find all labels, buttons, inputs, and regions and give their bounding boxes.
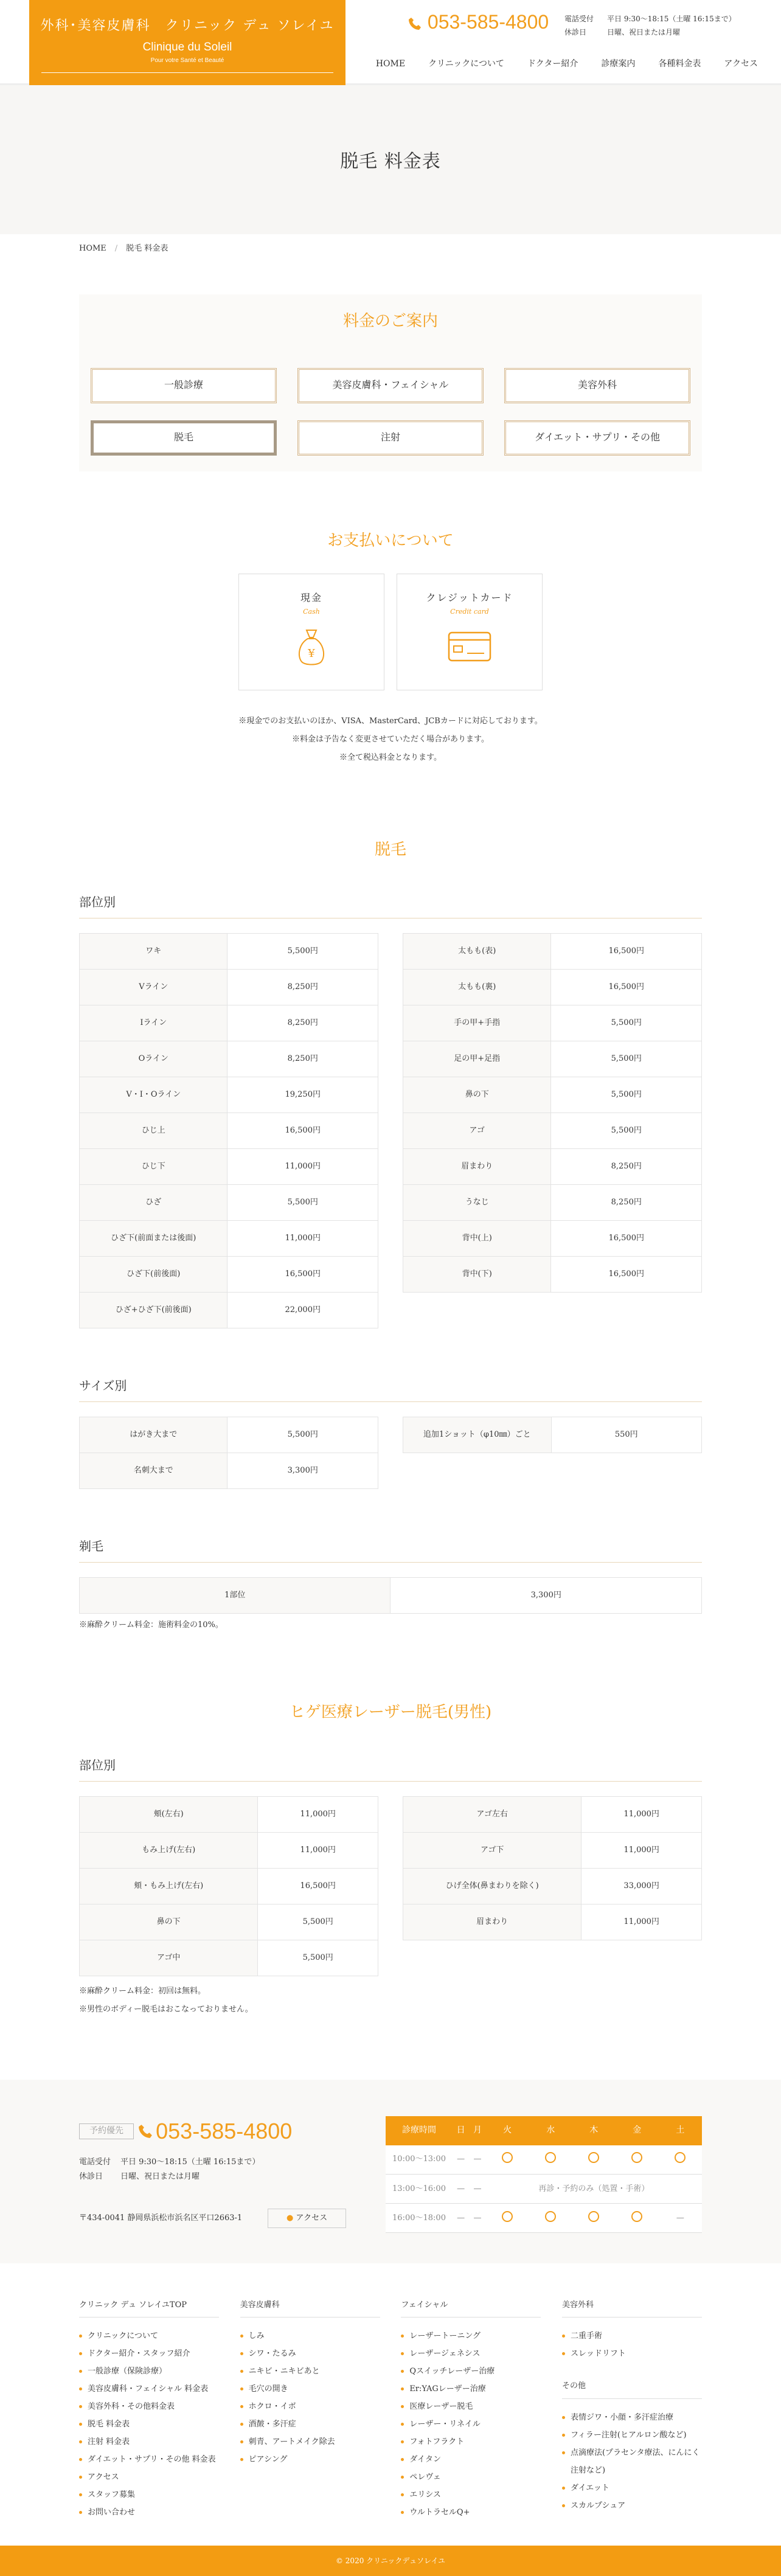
open-mark	[659, 2145, 702, 2175]
price-row	[403, 1796, 702, 1832]
price-item: ひざ+ひざ下(前後面)	[80, 1293, 227, 1328]
price-value: 16,500円	[258, 1868, 378, 1904]
schedule-cell: —	[659, 2204, 702, 2233]
page-hero	[0, 85, 781, 234]
phone-icon	[137, 2123, 153, 2139]
price-item: ひげ全体(鼻まわりを除く)	[403, 1868, 581, 1904]
footer-closed-label: 休診日	[79, 2172, 103, 2182]
sitemap-link[interactable]: レーザートーニング	[401, 2327, 541, 2345]
schedule-cell: —	[453, 2204, 469, 2233]
price-row	[80, 1904, 378, 1940]
btn-injection[interactable]: 注射	[297, 420, 484, 456]
sitemap-link[interactable]: ダイエット	[562, 2479, 702, 2497]
sitemap-link[interactable]: ダイタン	[401, 2451, 541, 2468]
price-row	[80, 1578, 702, 1614]
payment-note: ※料金は予告なく変更させていただく場合があります。	[292, 734, 489, 744]
card-en: Credit card	[450, 608, 489, 616]
price-value: 16,500円	[227, 1257, 378, 1293]
sitemap-link[interactable]: ペレヴェ	[401, 2468, 541, 2486]
sitemap-link[interactable]: ドクター紹介・スタッフ紹介	[79, 2345, 219, 2362]
price-item: 1部位	[80, 1578, 390, 1614]
price-item: ひじ下	[80, 1149, 227, 1185]
schedule-head: 診療時間	[386, 2116, 453, 2145]
sitemap-link[interactable]: クリニックについて	[79, 2327, 219, 2345]
price-item: 追加1ショット（φ10㎜）ごと	[403, 1417, 552, 1453]
sitemap-heading[interactable]: クリニック デュ ソレイユTOP	[79, 2300, 219, 2317]
price-row	[80, 1940, 378, 1976]
circle-icon	[588, 2152, 599, 2163]
sitemap-link[interactable]: ニキビ・ニキビあと	[240, 2362, 380, 2380]
parts-table-left	[79, 933, 378, 1328]
price-item: 名刺大まで	[80, 1453, 227, 1489]
price-row	[403, 934, 702, 970]
price-row	[80, 1417, 378, 1453]
price-row	[80, 1185, 378, 1221]
datsumo-parts-heading: 部位別	[79, 894, 702, 918]
svg-text:¥: ¥	[308, 647, 315, 660]
schedule-cell: —	[469, 2204, 485, 2233]
footer-sitemap	[0, 2263, 781, 2546]
schedule-head: 火	[486, 2116, 529, 2145]
price-item: 鼻の下	[403, 1077, 551, 1113]
price-row	[403, 1113, 702, 1149]
price-item: ひざ下(前面または後面)	[80, 1221, 227, 1257]
price-item: 頬(左右)	[80, 1796, 258, 1832]
open-mark	[572, 2204, 616, 2233]
price-value: 16,500円	[551, 970, 702, 1005]
price-row	[80, 1832, 378, 1868]
sitemap-link[interactable]: フィラー注射(ヒアルロン酸など)	[562, 2426, 702, 2444]
schedule-time: 16:00～18:00	[386, 2204, 453, 2233]
price-guide-buttons	[79, 368, 702, 456]
circle-icon	[675, 2152, 686, 2163]
sitemap-link[interactable]: 美容外科・その他料金表	[79, 2398, 219, 2415]
logo-tagline: Pour votre Santé et Beauté	[150, 57, 224, 64]
shave-heading: 剃毛	[79, 1538, 702, 1563]
price-item: ひじ上	[80, 1113, 227, 1149]
price-value: 33,000円	[581, 1868, 702, 1904]
price-value: 11,000円	[258, 1832, 378, 1868]
price-value: 5,500円	[227, 934, 378, 970]
price-item: 鼻の下	[80, 1904, 258, 1940]
price-value: 5,500円	[227, 1417, 378, 1453]
price-row	[403, 1185, 702, 1221]
footer-contact	[0, 2080, 781, 2264]
sitemap-link[interactable]: レーザー・リネイル	[401, 2415, 541, 2433]
hige-note: ※麻酔クリーム料金：初回は無料。	[79, 1986, 206, 1996]
price-row	[403, 1005, 702, 1041]
sitemap-link[interactable]: レーザージェネシス	[401, 2345, 541, 2362]
sitemap-link[interactable]: スレッドリフト	[562, 2345, 702, 2362]
hours-value: 平日 9:30～18:15（土曜 16:15まで）	[607, 15, 736, 23]
price-item: V・I・Oライン	[80, 1077, 227, 1113]
schedule-head: 水	[529, 2116, 572, 2145]
price-row	[403, 1257, 702, 1293]
price-value: 5,500円	[258, 1940, 378, 1976]
sitemap-link[interactable]: 脱毛 料金表	[79, 2415, 219, 2433]
price-item: もみ上げ(左右)	[80, 1832, 258, 1868]
price-value: 8,250円	[227, 1005, 378, 1041]
sitemap-link[interactable]: スタッフ募集	[79, 2486, 219, 2504]
payment-note: ※全て税込料金となります。	[339, 752, 442, 762]
datsumo-title: 脱毛	[374, 840, 406, 859]
credit-card-icon	[446, 629, 493, 665]
schedule-head: 月	[469, 2116, 485, 2145]
sitemap-link[interactable]: ピアシング	[240, 2451, 380, 2468]
price-item: Oライン	[80, 1041, 227, 1077]
site-header	[0, 0, 781, 85]
price-row	[80, 1453, 378, 1489]
cash-en: Cash	[303, 608, 320, 616]
hige-title: ヒゲ医療レーザー脱毛(男性)	[289, 1703, 492, 1722]
breadcrumb-home[interactable]: HOME	[79, 244, 106, 253]
sitemap-link[interactable]: 刺青、アートメイク除去	[240, 2433, 380, 2451]
sitemap-link[interactable]: しみ	[240, 2327, 380, 2345]
price-row	[403, 1868, 702, 1904]
price-row	[80, 1221, 378, 1257]
btn-general[interactable]: 一般診療	[91, 368, 277, 403]
credit-card-card	[397, 574, 543, 690]
sitemap-link[interactable]: ダイエット・サプリ・その他 料金表	[79, 2451, 219, 2468]
price-item: Vライン	[80, 970, 227, 1005]
payment-note: ※現金でのお支払いのほか、VISA、MasterCard、JCBカードに対応しております。	[238, 716, 543, 726]
sitemap-link[interactable]: アクセス	[79, 2468, 219, 2486]
sitemap-link[interactable]: 美容皮膚科・フェイシャル 料金表	[79, 2380, 219, 2398]
schedule-cell: —	[453, 2175, 469, 2204]
price-row	[403, 1417, 702, 1453]
price-row	[403, 1904, 702, 1940]
open-mark	[572, 2145, 616, 2175]
price-item: うなじ	[403, 1185, 551, 1221]
price-row	[80, 1257, 378, 1293]
price-item: Iライン	[80, 1005, 227, 1041]
open-mark	[486, 2204, 529, 2233]
access-label: アクセス	[296, 2213, 328, 2223]
sitemap-link[interactable]: 医療レーザー脱毛	[401, 2398, 541, 2415]
sitemap-heading[interactable]: フェイシャル	[401, 2300, 541, 2317]
price-row	[403, 1221, 702, 1257]
open-mark	[529, 2145, 572, 2175]
sitemap-link[interactable]: 毛穴の開き	[240, 2380, 380, 2398]
schedule-cell: —	[469, 2145, 485, 2175]
open-mark	[486, 2145, 529, 2175]
schedule-time: 10:00～13:00	[386, 2145, 453, 2175]
footer-hours-value: 平日 9:30～18:15（土曜 16:15まで）	[120, 2158, 260, 2167]
logo-divider	[41, 72, 333, 73]
price-row	[403, 1041, 702, 1077]
sitemap-heading[interactable]: その他	[562, 2381, 702, 2398]
sitemap-link[interactable]: 二重手術	[562, 2327, 702, 2345]
price-value: 16,500円	[551, 1257, 702, 1293]
price-item: ワキ	[80, 934, 227, 970]
open-mark	[616, 2145, 659, 2175]
price-item: 眉まわり	[403, 1904, 581, 1940]
price-item: アゴ中	[80, 1940, 258, 1976]
schedule-time: 13:00～16:00	[386, 2175, 453, 2204]
circle-icon	[631, 2152, 642, 2163]
price-value: 16,500円	[227, 1113, 378, 1149]
price-row	[403, 1077, 702, 1113]
shave-note: ※麻酔クリーム料金：施術料金の10%。	[79, 1620, 223, 1630]
schedule-head: 日	[453, 2116, 469, 2145]
price-value: 11,000円	[581, 1796, 702, 1832]
parts-table-right	[403, 933, 702, 1293]
sitemap-link[interactable]: ホクロ・イボ	[240, 2398, 380, 2415]
schedule-cell: —	[453, 2145, 469, 2175]
price-value: 11,000円	[581, 1832, 702, 1868]
price-value: 22,000円	[227, 1293, 378, 1328]
address: 〒434-0041 静岡県浜松市浜名区平口2663-1	[79, 2213, 243, 2223]
btn-datsumo[interactable]: 脱毛	[91, 420, 277, 456]
price-value: 5,500円	[551, 1077, 702, 1113]
price-value: 550円	[551, 1417, 701, 1453]
breadcrumb	[79, 243, 781, 254]
open-mark	[616, 2204, 659, 2233]
sitemap-heading[interactable]: 美容皮膚科	[240, 2300, 380, 2317]
sitemap-link[interactable]: Er:YAGレーザー治療	[401, 2380, 541, 2398]
price-guide-title: 料金のご案内	[342, 312, 438, 331]
copyright: © 2020 クリニックデュソレイユ	[0, 2546, 781, 2576]
price-row	[80, 1113, 378, 1149]
nav-treatment[interactable]: 診療案内	[601, 59, 636, 69]
hige-note: ※男性のボディー脱毛はおこなっておりません。	[79, 2004, 253, 2014]
header-hours	[564, 12, 736, 39]
price-value: 11,000円	[227, 1221, 378, 1257]
sitemap-link[interactable]: 表情ジワ・小顔・多汗症治療	[562, 2409, 702, 2426]
logo-title: 外科･美容皮膚科 クリニック デュ ソレイユ	[40, 18, 335, 33]
price-item: 背中(下)	[403, 1257, 551, 1293]
price-row	[80, 1005, 378, 1041]
price-value: 8,250円	[551, 1185, 702, 1221]
circle-icon	[631, 2211, 642, 2222]
price-value: 19,250円	[227, 1077, 378, 1113]
price-item: はがき大まで	[80, 1417, 227, 1453]
price-row	[80, 1149, 378, 1185]
payment-section	[79, 530, 702, 767]
schedule-head: 金	[616, 2116, 659, 2145]
price-item: 足の甲+足指	[403, 1041, 551, 1077]
price-item: 太もも(表)	[403, 934, 551, 970]
schedule-row	[386, 2175, 702, 2204]
schedule-head: 土	[659, 2116, 702, 2145]
nav-home[interactable]: HOME	[375, 59, 406, 69]
page-title: 脱毛 料金表	[340, 151, 441, 172]
price-row	[80, 1868, 378, 1904]
nav-prices[interactable]: 各種料金表	[658, 59, 701, 69]
price-row	[80, 1077, 378, 1113]
price-row	[80, 970, 378, 1005]
price-value: 11,000円	[581, 1904, 702, 1940]
sitemap-column	[79, 2300, 219, 2521]
nav-clinic[interactable]: クリニックについて	[428, 59, 504, 69]
schedule-table	[386, 2116, 702, 2234]
sitemap-link[interactable]: 一般診療（保険診療）	[79, 2362, 219, 2380]
price-value: 16,500円	[551, 934, 702, 970]
circle-icon	[545, 2211, 556, 2222]
price-item: 手の甲+手指	[403, 1005, 551, 1041]
price-value: 3,300円	[227, 1453, 378, 1489]
sitemap-link[interactable]: Qスイッチレーザー治療	[401, 2362, 541, 2380]
price-item: アゴ下	[403, 1832, 581, 1868]
money-bag-icon	[293, 625, 330, 668]
sitemap-link[interactable]: シワ・たるみ	[240, 2345, 380, 2362]
price-row	[403, 970, 702, 1005]
price-value: 5,500円	[227, 1185, 378, 1221]
sitemap-link[interactable]: ウルトラセルQ+	[401, 2504, 541, 2521]
footer-phone[interactable]: 053-585-4800	[156, 2118, 293, 2144]
sitemap-column	[401, 2300, 541, 2521]
sitemap-link[interactable]: フォトフラクト	[401, 2433, 541, 2451]
schedule-cell: 再診・予約のみ（処置・手術）	[486, 2175, 702, 2204]
price-value: 11,000円	[227, 1149, 378, 1185]
size-table-right	[403, 1417, 702, 1453]
price-row	[403, 1832, 702, 1868]
cash-card	[238, 574, 384, 690]
price-guide	[79, 294, 702, 471]
nav-doctor[interactable]: ドクター紹介	[527, 59, 578, 69]
breadcrumb-separator: /	[114, 244, 118, 253]
hige-table-right	[403, 1796, 702, 1940]
sitemap-link[interactable]: 酒皶・多汗症	[240, 2415, 380, 2433]
btn-surgery[interactable]: 美容外科	[504, 368, 690, 403]
hours-label: 電話受付	[564, 15, 594, 23]
price-value: 5,500円	[551, 1041, 702, 1077]
price-value: 8,250円	[551, 1149, 702, 1185]
price-value: 8,250円	[227, 1041, 378, 1077]
sitemap-link[interactable]: エリシス	[401, 2486, 541, 2504]
cash-label: 現金	[300, 591, 322, 603]
price-item: アゴ	[403, 1113, 551, 1149]
header-phone-number: 053-585-4800	[427, 11, 549, 33]
card-label: クレジットカード	[426, 591, 513, 603]
global-nav	[376, 58, 758, 71]
price-value: 8,250円	[227, 970, 378, 1005]
sitemap-link[interactable]: 注射 料金表	[79, 2433, 219, 2451]
price-row	[80, 1796, 378, 1832]
shave-table	[79, 1577, 702, 1614]
sitemap-column	[240, 2300, 380, 2521]
circle-icon	[502, 2152, 513, 2163]
closed-value: 日曜、祝日または月曜	[607, 28, 681, 36]
price-row	[80, 1041, 378, 1077]
price-row	[80, 934, 378, 970]
price-value: 5,500円	[551, 1113, 702, 1149]
payment-title: お支払いについて	[327, 531, 454, 550]
open-mark	[529, 2204, 572, 2233]
size-table-left	[79, 1417, 378, 1489]
price-value: 16,500円	[551, 1221, 702, 1257]
sitemap-link[interactable]: 点滴療法(プラセンタ療法、にんにく注射など)	[562, 2444, 702, 2479]
schedule-cell: —	[469, 2175, 485, 2204]
price-row	[80, 1293, 378, 1328]
phone-icon	[408, 16, 422, 31]
size-heading: サイズ別	[79, 1377, 702, 1402]
tel-label: 予約優先	[79, 2123, 134, 2139]
header-phone[interactable]	[408, 9, 549, 36]
price-value: 5,500円	[258, 1904, 378, 1940]
price-item: ひざ	[80, 1185, 227, 1221]
price-item: 頬・もみ上げ(左右)	[80, 1868, 258, 1904]
price-item: 眉まわり	[403, 1149, 551, 1185]
price-value: 5,500円	[551, 1005, 702, 1041]
breadcrumb-current: 脱毛 料金表	[126, 244, 168, 253]
footer-closed-value: 日曜、祝日または月曜	[120, 2172, 200, 2182]
price-item: 背中(上)	[403, 1221, 551, 1257]
closed-label: 休診日	[564, 28, 587, 36]
logo-subtitle: Clinique du Soleil	[142, 40, 232, 54]
schedule-row	[386, 2204, 702, 2233]
nav-access[interactable]: アクセス	[724, 59, 758, 69]
btn-dermatology[interactable]: 美容皮膚科・フェイシャル	[297, 368, 484, 403]
sitemap-link[interactable]: スカルプシュア	[562, 2497, 702, 2515]
price-item: ひざ下(前後面)	[80, 1257, 227, 1293]
access-button[interactable]	[268, 2209, 346, 2228]
btn-diet[interactable]: ダイエット・サプリ・その他	[504, 420, 690, 456]
sitemap-column	[562, 2300, 702, 2521]
price-item: アゴ左右	[403, 1796, 581, 1832]
price-value: 3,300円	[390, 1578, 702, 1614]
price-row	[403, 1149, 702, 1185]
hige-table-left	[79, 1796, 378, 1976]
clinic-logo[interactable]	[29, 0, 345, 85]
schedule-head: 木	[572, 2116, 616, 2145]
circle-icon	[588, 2211, 599, 2222]
price-value: 11,000円	[258, 1796, 378, 1832]
sitemap-link[interactable]: お問い合わせ	[79, 2504, 219, 2521]
schedule-row	[386, 2145, 702, 2175]
price-item: 太もも(裏)	[403, 970, 551, 1005]
hige-parts-heading: 部位別	[79, 1757, 702, 1782]
circle-icon	[545, 2152, 556, 2163]
pin-icon: ●	[286, 2213, 294, 2223]
circle-icon	[502, 2211, 513, 2222]
footer-hours-label: 電話受付	[79, 2158, 111, 2167]
sitemap-heading[interactable]: 美容外科	[562, 2300, 702, 2317]
